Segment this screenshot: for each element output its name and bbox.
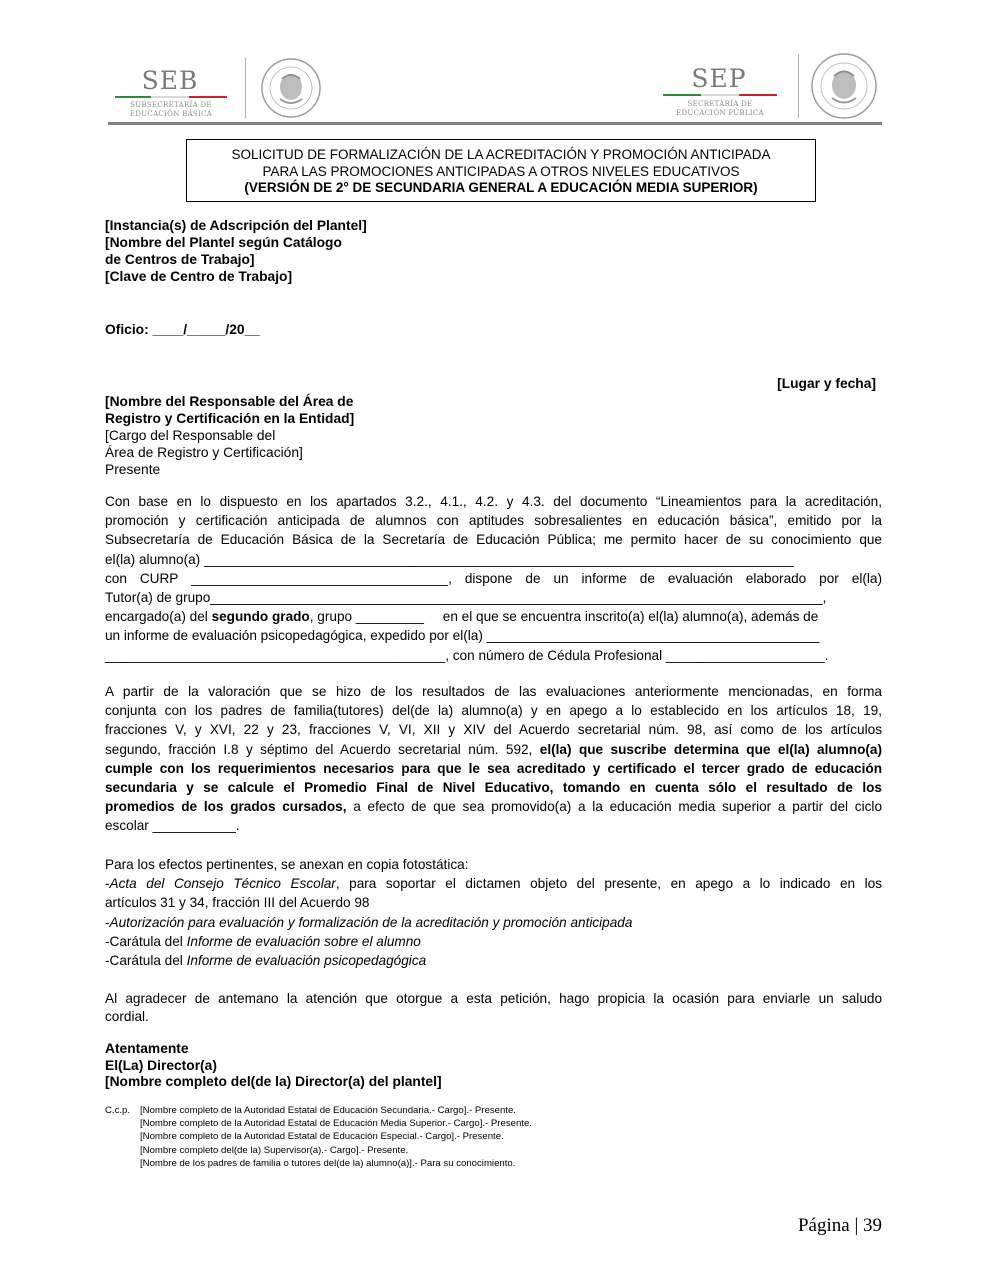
header-rule [108, 122, 882, 125]
closing-paragraph [105, 990, 882, 1026]
place-and-date: [Lugar y fecha] [777, 376, 876, 391]
paragraph-line: Con base en lo dispuesto en los apartados 3.2., 4.1., 4.2. y 4.3. del documento “Lineamientos para la acreditación, [105, 494, 882, 509]
seb-logo [115, 58, 330, 120]
ccp-item: [Nombre completo de la Autoridad Estatal de Educación Media Superior.- Cargo].- Presente. [140, 1118, 532, 1130]
bullet-dash: - [105, 876, 110, 892]
document-title-box [186, 139, 816, 202]
recipient-line: Presente [105, 462, 161, 477]
ccp-item: [Nombre completo de la Autoridad Estatal de Educación Secundaria.- Cargo].- Presente. [140, 1105, 516, 1116]
ccp-item: [Nombre completo del(de la) Supervisor(a).- Cargo].- Presente. [140, 1144, 409, 1156]
recipient-line: [Nombre del Responsable del Área de [105, 394, 354, 409]
seb-wordmark: SEB [141, 66, 199, 95]
signature-line: El(La) Director(a) [105, 1057, 217, 1073]
recipient-block [105, 393, 354, 478]
paragraph-line: secundaria y se calcule el Promedio Final de Nivel Educativo, tomando en cuenta sólo el resultado de los [105, 780, 882, 796]
paragraph-emphasis: el(la) que suscribe determina que el(la) alumno(a) [539, 741, 882, 757]
paragraph-fragment: dispone de un informe de evaluación elaborado por el(la) [464, 570, 882, 586]
bullet-dash: - [105, 914, 110, 930]
paragraph-line: Para los efectos pertinentes, se anexan en copia fotostática: [105, 857, 469, 872]
paragraph-fragment: -Carátula del [105, 953, 187, 969]
national-seal-icon [810, 52, 878, 120]
paragraph-line: un informe de evaluación psicopedagógica, expedido por el(la) ____________________________________________ [105, 628, 820, 644]
ccp-label: C.c.p. [105, 1105, 131, 1116]
paragraph-fragment: segundo, fracción I.8 y séptimo del Acuerdo secretarial núm. 592, [105, 741, 540, 757]
sender-line: [Instancia(s) de Adscripción del Plantel] [105, 218, 367, 233]
attachment-title: Informe de evaluación psicopedagógica [186, 953, 427, 969]
paragraph-fragment: a efecto de que sea promovido(a) a la educación media superior a partir del ciclo [346, 799, 883, 815]
flag-red-stripe [189, 96, 227, 98]
attachment-item [105, 951, 882, 970]
attachment-title: Acta del Consejo Técnico Escolar [109, 876, 336, 892]
grade-emphasis: segundo grado [211, 609, 310, 625]
signature-block [105, 1041, 442, 1091]
paragraph-line [105, 569, 882, 588]
attachment-title: Autorización para evaluación y formalización de la acreditación y promoción anticipada [109, 914, 633, 930]
sender-block [105, 217, 367, 285]
seb-subtitle-line2: EDUCACIÓN BÁSICA [129, 110, 213, 118]
paragraph-fragment: encargado(a) del [105, 609, 212, 625]
paragraph-fragment: -Carátula del [105, 933, 187, 949]
paragraph-emphasis: promedios de los grados cursados, [105, 799, 347, 815]
recipient-line: Registro y Certificación en la Entidad] [105, 411, 355, 426]
flag-white-stripe [151, 96, 189, 98]
signature-line: [Nombre completo del(de la) Director(a) del plantel] [105, 1074, 442, 1090]
ccp-item: [Nombre de los padres de familia o tutores del(de la) alumno(a)].- Para su conocimiento. [140, 1157, 516, 1169]
paragraph-line: fracciones V, y XVI, 22 y 23, fracciones V, VI, XII y XIV del Acuerdo secretarial núm. 98, así como de los artículos [105, 722, 882, 738]
paragraph-line: Tutor(a) de grupo_________________________________________________________________________________, [105, 590, 827, 606]
paragraph-1 [105, 492, 882, 665]
sender-line: [Clave de Centro de Trabajo] [105, 269, 293, 284]
paragraph-line: Subsecretaría de Educación Básica de la Secretaría de Educación Pública; me permito hacer de su conocimiento que [105, 532, 882, 548]
attachment-title: Informe de evaluación sobre el alumno [186, 933, 421, 949]
paragraph-line: conjunta con los padres de familia(tutores) del(de la) alumno(a) y en apego a lo establecido en los artículos 18, 19, [105, 703, 882, 719]
national-seal-icon [260, 57, 322, 119]
oficio-number: Oficio: ____/_____/20__ [105, 322, 260, 337]
attachments-list [105, 855, 882, 970]
paragraph-line: cumple con los requerimientos necesarios para que le sea acreditado y certificado el tercer grado de educación [105, 760, 882, 776]
paragraph-line: el(la) alumno(a) ______________________________________________________________________________ [105, 551, 794, 567]
paragraph-line: cordial. [105, 1009, 149, 1024]
sender-line: [Nombre del Plantel según Catálogo [105, 235, 342, 250]
recipient-line: Área de Registro y Certificación] [105, 445, 303, 460]
signature-line: Atentamente [105, 1041, 189, 1056]
flag-white-stripe [701, 94, 739, 96]
sep-subtitle-line2: EDUCACIÓN PÚBLICA [676, 109, 764, 117]
paragraph-2 [105, 682, 882, 836]
paragraph-line [105, 740, 882, 759]
sep-subtitle-line1: SECRETARÍA DE [687, 100, 753, 108]
paragraph-line: promoción y certificación anticipada de alumnos con aptitudes sobresalientes en educación básica”, emitido por la [105, 513, 882, 529]
flag-green-stripe [663, 94, 701, 96]
paragraph-line: artículos 31 y 34, fracción III del Acuerdo 98 [105, 895, 370, 911]
curp-blank: con CURP __________________________________, [105, 570, 452, 586]
paragraph-line: _____________________________________________, con número de Cédula Profesional _____________________. [105, 647, 829, 663]
page-number: Página | 39 [797, 1215, 882, 1236]
sep-logo [660, 52, 882, 120]
title-line-3: (VERSIÓN DE 2° DE SECUNDARIA GENERAL A EDUCACIÓN MEDIA SUPERIOR) [244, 180, 758, 195]
seb-subtitle-line1: SUBSECRETARÍA DE [130, 101, 212, 109]
paragraph-fragment: , grupo _________ en el que se encuentra inscrito(a) el(la) alumno(a), además de [309, 609, 819, 625]
sender-line: de Centros de Trabajo] [105, 252, 255, 267]
paragraph-line: Al agradecer de antemano la atención que otorgue a esta petición, hago propicia la ocasión para enviarle un saludo [105, 991, 882, 1006]
paragraph-line [105, 607, 882, 626]
flag-green-stripe [115, 96, 151, 98]
paragraph-line [105, 797, 882, 816]
paragraph-line: A partir de la valoración que se hizo de los resultados de las evaluaciones anteriormente mencionadas, en forma [105, 684, 882, 699]
logo-divider [798, 54, 799, 118]
logo-divider [245, 58, 246, 118]
ccp-item: [Nombre completo de la Autoridad Estatal de Educación Especial.- Cargo].- Presente. [140, 1131, 504, 1143]
recipient-line: [Cargo del Responsable del [105, 428, 276, 443]
paragraph-fragment: , para soportar el dictamen objeto del presente, en apego a lo indicado en los [335, 876, 882, 892]
title-line-2: PARA LAS PROMOCIONES ANTICIPADAS A OTROS NIVELES EDUCATIVOS [262, 163, 740, 179]
sep-wordmark: SEP [691, 64, 747, 93]
attachment-item [105, 932, 882, 951]
title-line-1: SOLICITUD DE FORMALIZACIÓN DE LA ACREDITACIÓN Y PROMOCIÓN ANTICIPADA [231, 147, 771, 162]
paragraph-line: escolar ___________. [105, 818, 240, 834]
flag-red-stripe [739, 94, 777, 96]
attachment-item [105, 913, 882, 932]
attachment-item [105, 874, 882, 893]
